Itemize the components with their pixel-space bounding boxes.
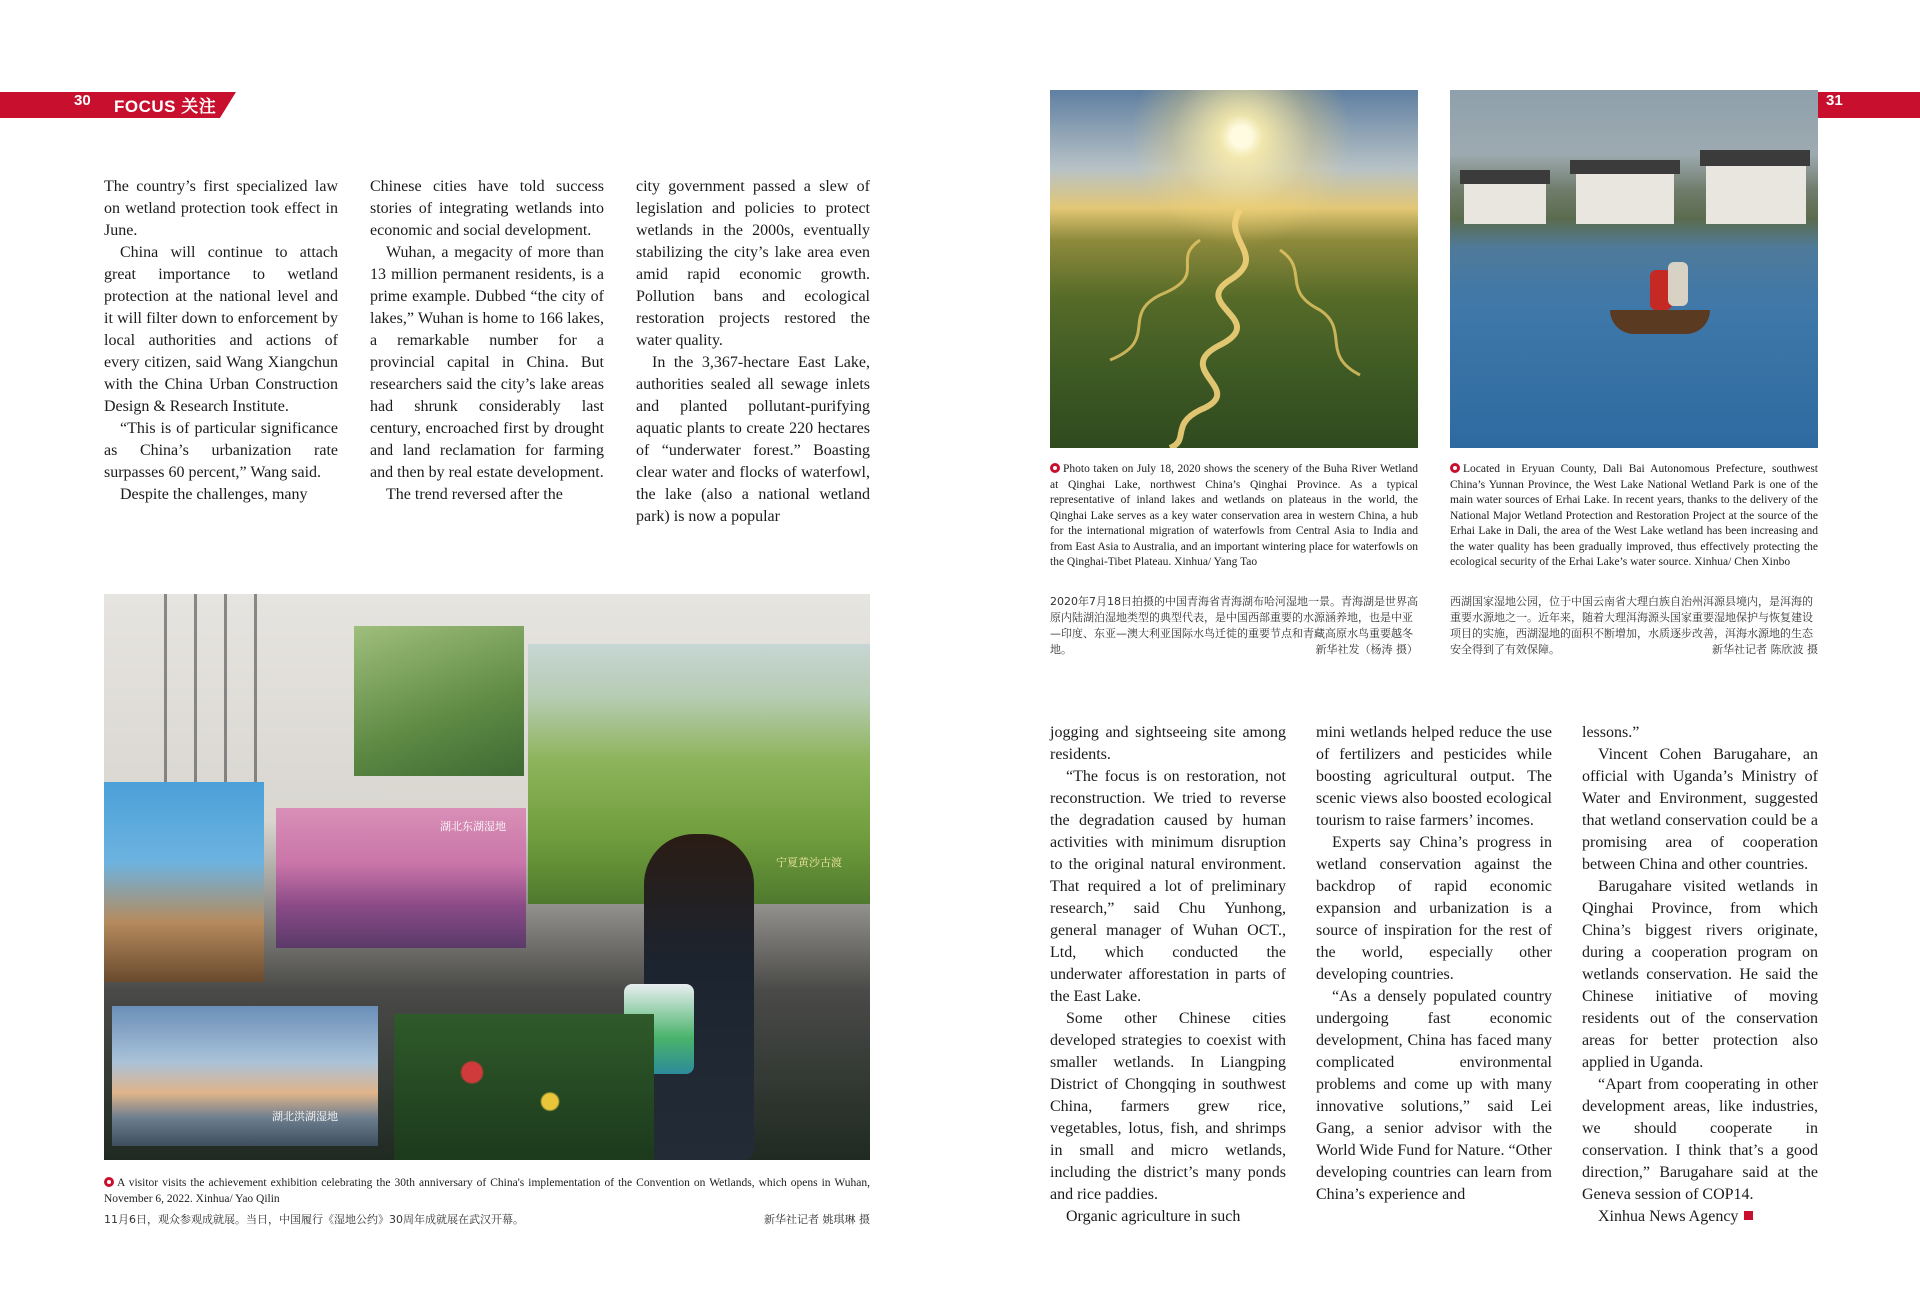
paragraph: China will continue to attach great importance to wetland protection at the national level and it will filter down to enforcement by local authorities and actions of every citizen, said Wang Xiangchun with the China Urban Construction Design & Research Institute. (104, 244, 338, 415)
caption-cn-text: 11月6日，观众参观成就展。当日，中国履行《湿地公约》30周年成就展在武汉开幕。 (104, 1213, 524, 1226)
photo-west-lake-wetland (1450, 90, 1818, 448)
paragraph: mini wetlands helped reduce the use of fertilizers and pesticides while boosting agricultural output. The scenic views also boosted ecological tourism to raise farmers’ incomes. (1316, 724, 1552, 829)
paragraph: city government passed a slew of legislation and policies to protect wetlands in the 2000s, eventually stabilizing the city’s lake area even amid rapid economic growth. Pollution bans and ecological restoration projects restored the water quality. (636, 178, 870, 349)
paragraph: “Apart from cooperating in other development areas, like industries, we should cooperate in conservation. I think that’s a good direction,” Barugahare said at the Geneva session of COP14. (1582, 1076, 1818, 1203)
photo2-caption (1450, 462, 1818, 571)
paragraph: “This is of particular significance as China’s urbanization rate surpasses 60 percent,” Wang said. (104, 420, 338, 481)
boat (1610, 310, 1710, 334)
caption-text: Photo taken on July 18, 2020 shows the scenery of the Buha River Wetland at Qinghai Lake, northwest China’s Qinghai Province. As a typical representative of inland lakes and wetlands on plateaus in the world, the Qinghai Lake serves as a key water conservation area in western China, a hub for the international migration of waterfowls from Central Asia to India and from East Asia to Australia, and an important wintering place for waterfowls on the Qinghai-Tibet Plateau. Xinhua/ Yang Tao (1050, 463, 1418, 568)
byline-text: Xinhua News Agency (1598, 1208, 1739, 1225)
exhibit-label: 湖北洪湖湿地 (272, 1110, 338, 1123)
exhibit-plants (394, 1014, 654, 1160)
caption-cn-text: 2020年7月18日拍摄的中国青海省青海湖布哈河湿地一景。青海湖是世界高原内陆湖泊湿地类型的典型代表，是中国西部重要的水源涵养地，也是中亚—印度、东亚—澳大利亚国际水鸟迁徙的重要节点和青藏高原水鸟重要越冬地。 (1050, 595, 1418, 656)
paragraph: The country’s first specialized law on wetland protection took effect in June. (104, 178, 338, 239)
photo1-caption-cn (1050, 594, 1418, 658)
rail (164, 594, 167, 794)
paragraph: Chinese cities have told success stories of integrating wetlands into economic and social development. (370, 178, 604, 239)
paragraph: Some other Chinese cities developed strategies to coexist with smaller wetlands. In Liangping District of Chongqing in southwest China, farmers grew rice, vegetables, lotus, fish, and shrimps in small and micro wetlands, including the district’s many ponds and rice paddies. (1050, 1010, 1286, 1203)
left-column-1 (104, 176, 338, 506)
paragraph: “The focus is on restoration, not reconstruction. We tried to reverse the degradation caused by human activities with minimum disruption to the original natural environment. That required a lot of preliminary research,” said Chu Yunhong, general manager of Wuhan OCT., Ltd, which conducted the underwater afforestation in parts of the East Lake. (1050, 768, 1286, 1005)
exhibit-panel-honghu (112, 1006, 378, 1146)
page-number-right: 31 (1826, 92, 1843, 109)
photo-wetland-exhibition (104, 594, 870, 1160)
caption-credit: 新华社记者 陈欣波 摄 (1712, 643, 1818, 656)
right-column-2 (1316, 722, 1552, 1206)
photo-qinghai-wetland (1050, 90, 1418, 448)
caption-bullet-icon (1450, 463, 1460, 473)
left-column-2 (370, 176, 604, 506)
river-illustration (1050, 90, 1418, 448)
left-column-3 (636, 176, 870, 528)
end-mark-icon (1744, 1211, 1753, 1220)
page-number-left: 30 (74, 92, 91, 109)
house (1464, 184, 1546, 224)
exhibit-label: 湖北东湖湿地 (440, 820, 506, 833)
caption-text: Located in Eryuan County, Dali Bai Autonomous Prefecture, southwest China’s Yunnan Province, the West Lake National Wetland Park is one of the main water sources of Erhai Lake. In recent years, thanks to the delivery of the National Major Wetland Protection and Restoration Project at the source of the Erhai Lake in Dali, the area of the West Lake wetland has been increasing and the water quality has been gradually improved, thus effectively protecting the ecological security of the Erhai Lake’s water source. Xinhua/ Chen Xinbo (1450, 463, 1818, 568)
exhibit-panel-terraces (354, 626, 524, 776)
section-label: FOCUS 关注 (114, 97, 217, 116)
photo2-caption-cn (1450, 594, 1818, 658)
photo3-caption (104, 1176, 870, 1207)
paragraph: Barugahare visited wetlands in Qinghai Province, from which China’s biggest rivers originate, during a cooperation program on wetlands conservation. He said the Chinese initiative of moving residents out of the conservation areas for better protection also applied in Uganda. (1582, 878, 1818, 1071)
right-column-1 (1050, 722, 1286, 1228)
paragraph: Experts say China’s progress in wetland conservation against the backdrop of rapid economic expansion and urbanization is a source of inspiration for the rest of the world, especially other developing countries. (1316, 834, 1552, 983)
header-bar-right (1850, 92, 1920, 118)
roof (1700, 150, 1810, 166)
photo3-caption-cn (104, 1212, 870, 1228)
exhibit-panel-farmer (104, 782, 264, 982)
caption-credit: 新华社记者 姚琪琳 摄 (764, 1213, 870, 1226)
roof (1570, 160, 1680, 174)
house (1576, 174, 1674, 224)
right-column-3 (1582, 722, 1818, 1228)
paragraph: Organic agriculture in such (1066, 1208, 1241, 1225)
caption-cn-text: 西湖国家湿地公园，位于中国云南省大理白族自治州洱源县境内，是洱海的重要水源地之一。近年来，随着大理洱海源头国家重要湿地保护与恢复建设项目的实施，西湖湿地的面积不断增加，水质逐步改善，洱海水源地的生态安全得到了有效保障。 (1450, 595, 1813, 656)
exhibit-panel-east-lake (276, 808, 526, 948)
rail (224, 594, 227, 814)
paragraph: Vincent Cohen Barugahare, an official with Uganda’s Ministry of Water and Environment, suggested that wetland conservation could be a promising area of cooperation between China and other countries. (1582, 746, 1818, 873)
paragraph: lessons.” (1582, 724, 1640, 741)
paragraph: In the 3,367-hectare East Lake, authorities sealed all sewage inlets and planted pollutant-purifying aquatic plants to create 220 hectares of “underwater forest.” Boasting clear water and flocks of waterfowl, the lake (also a national wetland park) is now a popular (636, 354, 870, 525)
rail (194, 594, 197, 804)
exhibit-label: 宁夏黄沙古渡 (776, 856, 842, 869)
paragraph: jogging and sightseeing site among residents. (1050, 724, 1286, 763)
photo1-caption (1050, 462, 1418, 571)
paragraph: Wuhan, a megacity of more than 13 million permanent residents, is a prime example. Dubbed “the city of lakes,” Wuhan is home to 166 lakes, a remarkable number for a provincial capital in China. But researchers said the city’s lake areas had shrunk considerably last century, encroached first by drought and land reclamation for farming and then by real estate development. (370, 244, 604, 481)
roof (1460, 170, 1550, 184)
house (1706, 166, 1806, 224)
caption-bullet-icon (104, 1177, 114, 1187)
caption-text: A visitor visits the achievement exhibition celebrating the 30th anniversary of China's implementation of the Convention on Wetlands, which opens in Wuhan, November 6, 2022. Xinhua/ Yao Qilin (104, 1177, 870, 1205)
caption-bullet-icon (1050, 463, 1060, 473)
caption-credit: 新华社发（杨涛 摄） (1315, 643, 1418, 656)
article-byline (1582, 1206, 1818, 1228)
paragraph: “As a densely populated country undergoing fast economic development, China has faced many complicated environmental problems and come up with many innovative solutions,” said Lei Gang, a senior advisor with the World Wide Fund for Nature. “Other developing countries can learn from China’s experience and (1316, 988, 1552, 1203)
boat-person (1668, 262, 1688, 306)
paragraph: The trend reversed after the (386, 486, 563, 503)
paragraph: Despite the challenges, many (120, 486, 308, 503)
